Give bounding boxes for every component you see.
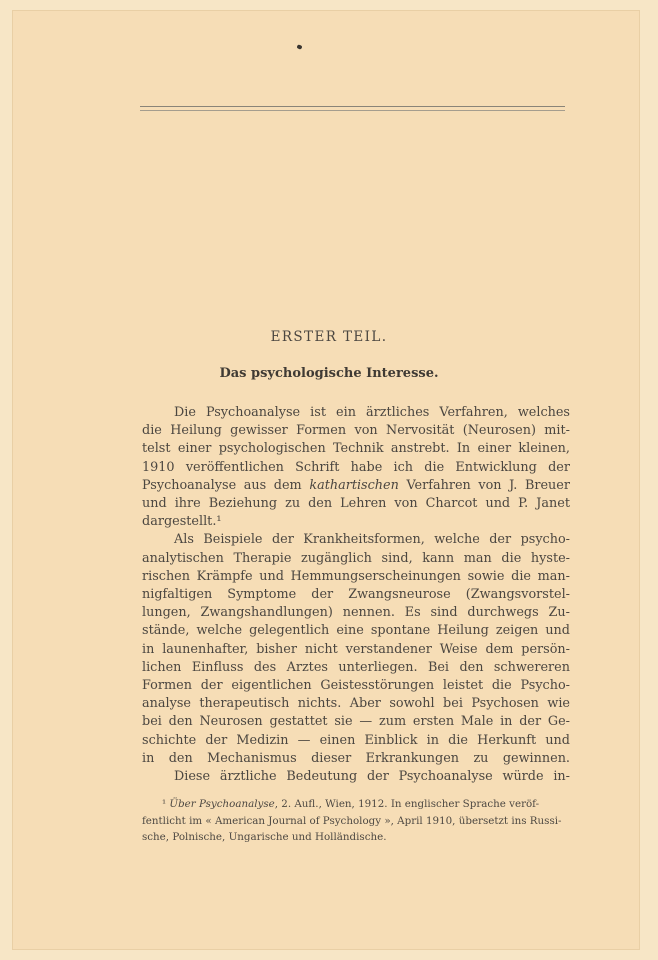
text-line: und ihre Beziehung zu den Lehren von Charcot und P. Janet: [142, 496, 570, 512]
text-line: rischen Krämpfe und Hemmungserscheinungen sowie die man-: [142, 568, 570, 584]
section-title: Das psychologische Interesse.: [219, 366, 439, 381]
text-segment: Verfahren von J. Breuer: [398, 477, 570, 493]
footnote-line: fentlicht im « American Journal of Psychology », April 1910, übersetzt ins Russi-: [142, 814, 562, 827]
text-line: [142, 477, 570, 495]
footnote-marker: ¹: [162, 798, 170, 810]
text-line: Diese ärztliche Bedeutung der Psychoanalyse würde in-: [174, 769, 570, 785]
text-line: Formen der eigentlichen Geistesstörungen leistet die Psycho-: [142, 678, 570, 694]
text-line: bei den Neurosen gestattet sie — zum ersten Male in der Ge-: [142, 714, 570, 730]
text-line: die Heilung gewisser Formen von Nervosität (Neurosen) mit-: [142, 423, 570, 439]
body-text: [142, 404, 570, 786]
text-line: stände, welche gelegentlich eine spontane Heilung zeigen und: [142, 623, 570, 639]
italic-term: kathartischen: [309, 477, 399, 493]
text-line: Die Psychoanalyse ist ein ärztliches Verfahren, welches: [174, 405, 570, 420]
text-line: telst einer psychologischen Technik anstrebt. In einer kleinen,: [142, 441, 570, 457]
text-line: Als Beispiele der Krankheitsformen, welche der psycho-: [174, 532, 570, 548]
header-rule-top: [140, 106, 565, 107]
footnotes: [142, 796, 570, 846]
footnote-line: [142, 796, 570, 813]
text-line: analyse therapeutisch nichts. Aber sowohl bei Psychosen wie: [142, 696, 570, 712]
text-line: in launenhafter, bisher nicht verstandener Weise dem persön-: [142, 641, 570, 657]
text-line: analytischen Therapie zugänglich sind, kann man die hyste-: [142, 550, 570, 566]
text-segment: Psychoanalyse aus dem: [142, 477, 310, 493]
paragraph-1: [142, 404, 570, 531]
text-line: 1910 veröffentlichen Schrift habe ich die Entwicklung der: [142, 459, 570, 475]
text-line: lungen, Zwangshandlungen) nennen. Es sind durchwegs Zu-: [142, 605, 570, 621]
paragraph-2: [142, 531, 570, 768]
text-line: nigfaltigen Symptome der Zwangsneurose (Zwangsvorstel-: [142, 587, 570, 603]
footnote-line: sche, Polnische, Ungarische und Holländische.: [142, 831, 387, 843]
footnote-text: , 2. Aufl., Wien, 1912. In englischer Sprache veröf-: [274, 798, 540, 810]
text-line: lichen Einfluss des Arztes unterliegen. Bei den schwereren: [142, 659, 570, 675]
footnote-title: Über Psychoanalyse: [169, 798, 275, 810]
text-line: dargestellt.¹: [142, 514, 222, 530]
header-rule-bottom: [140, 110, 565, 111]
text-line: in den Mechanismus dieser Erkrankungen zu gewinnen.: [142, 750, 570, 766]
paragraph-3: [142, 768, 570, 786]
text-line: schichte der Medizin — einen Einblick in die Herkunft und: [142, 732, 570, 748]
part-title: ERSTER TEIL.: [270, 329, 388, 345]
